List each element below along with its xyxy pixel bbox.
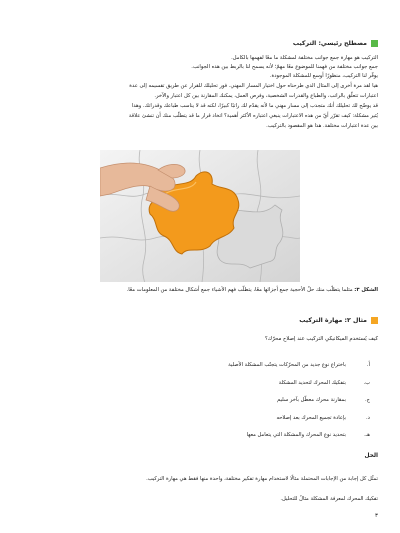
paragraph-line: اعتبارات تتعلّق بالراتب، والطباع والقدرات الشخصية، وفرص العمل، يمكنك المقارنة بين كل اعتبار والآخر. — [154, 93, 378, 99]
option-text: بمقارنة محرك معطّل بآخر سليم — [277, 397, 346, 403]
option-b[interactable] — [70, 380, 370, 398]
option-a[interactable] — [70, 362, 370, 380]
page-number: ٣ — [375, 513, 378, 519]
option-text: بتحديد نوع المحرك والمشكلة التي يتعامل معها — [246, 432, 346, 438]
options-list — [70, 362, 370, 450]
paragraph-line: قد يوضّح لك تحليلك أنك متجذب إلى مسار مهني ما لأنه يقدّم لك راتبًا كبيرًا، لكنه قد لا يناسب طباعك وقدراتك. وهذا — [131, 103, 378, 109]
option-c[interactable] — [70, 397, 370, 415]
option-text: بإعادة تجميع المحرك بعد إصلاحه — [276, 414, 346, 421]
example-question: كيف يُستخدم الميكانيكي التركيب عند إصلاح محرّك؟ — [264, 336, 378, 342]
option-label: أ. — [366, 362, 370, 368]
section-marker — [371, 40, 378, 47]
solution-title: الحل — [364, 453, 378, 459]
figure-caption — [22, 287, 378, 294]
option-label: د. — [366, 414, 370, 421]
option-label: ج. — [365, 397, 370, 403]
puzzle-photo — [100, 150, 300, 282]
caption-label: الشكل ٣: — [354, 287, 378, 293]
option-text: بتفكيك المحرك لتحديد المشكلة — [278, 379, 346, 386]
example-title: مثال ٢: مهارة التركيب — [299, 317, 367, 324]
section-heading — [293, 40, 378, 47]
paragraph-line: التركيب هو مهارة جمع جوانب مختلفة لمشكلة ما معًا لفهمها بالكامل. — [231, 55, 378, 61]
option-label: هـ. — [364, 432, 370, 438]
paragraph-line: جمع جوانب مختلفة من فهمنا للموضوع معًا مهمّ؛ لأنه يسمح لنا بالربط بين هذه الجوانب. — [191, 64, 378, 70]
paragraph-line: هيا لقد مرة أخرى إلى المثال الذي طرحناه حول اختيار المسار المهني. فور تحليلك للقرار عن طريق تقسيمه إلى عدة — [129, 83, 378, 89]
option-label: ب. — [363, 379, 370, 386]
caption-text: مثلما يتطلّب منك حلّ الأحجية جمع أجزائها معًا، يتطلّب فهم الأشياء جمع أشكال مختلفة من المعلومات معًا. — [126, 287, 353, 293]
paragraph-line: بين عدة اعتبارات مختلفة. هذا هو المقصود بالتركيب. — [266, 123, 378, 129]
option-e[interactable] — [70, 432, 370, 450]
section-title: مصطلح رئيسي: التركيب — [292, 40, 367, 47]
paragraph-line: يُثير مشكلة: كيف تقرّر أيّ من هذه الاعتبارات ينبغي اعتباره الأكثر أهمية؟ اتخاذ قرار ما قد يتطلّب منك أن تنشئ علاقة — [128, 113, 378, 119]
example-marker — [371, 317, 378, 324]
paragraph-line: يوفّر لنا التركيب، منظورًا أوسع للمشكلة الموجودة. — [269, 73, 378, 79]
solution-line: تمثّل كل إجابة من الإجابات المحتملة مثالًا لاستخدام مهارة تفكير مختلفة، واحدة منها فقط هي مهارة التركيب. — [146, 476, 378, 482]
solution-line: تفكيك المحرك لمعرفة المشكلة مثالٌ للتحليل. — [280, 496, 378, 502]
option-d[interactable] — [70, 415, 370, 433]
option-text: باختراع نوع جديد من المحرّكات يتجنّب المشكلة الأصلية — [228, 362, 346, 368]
example-heading — [299, 317, 378, 324]
